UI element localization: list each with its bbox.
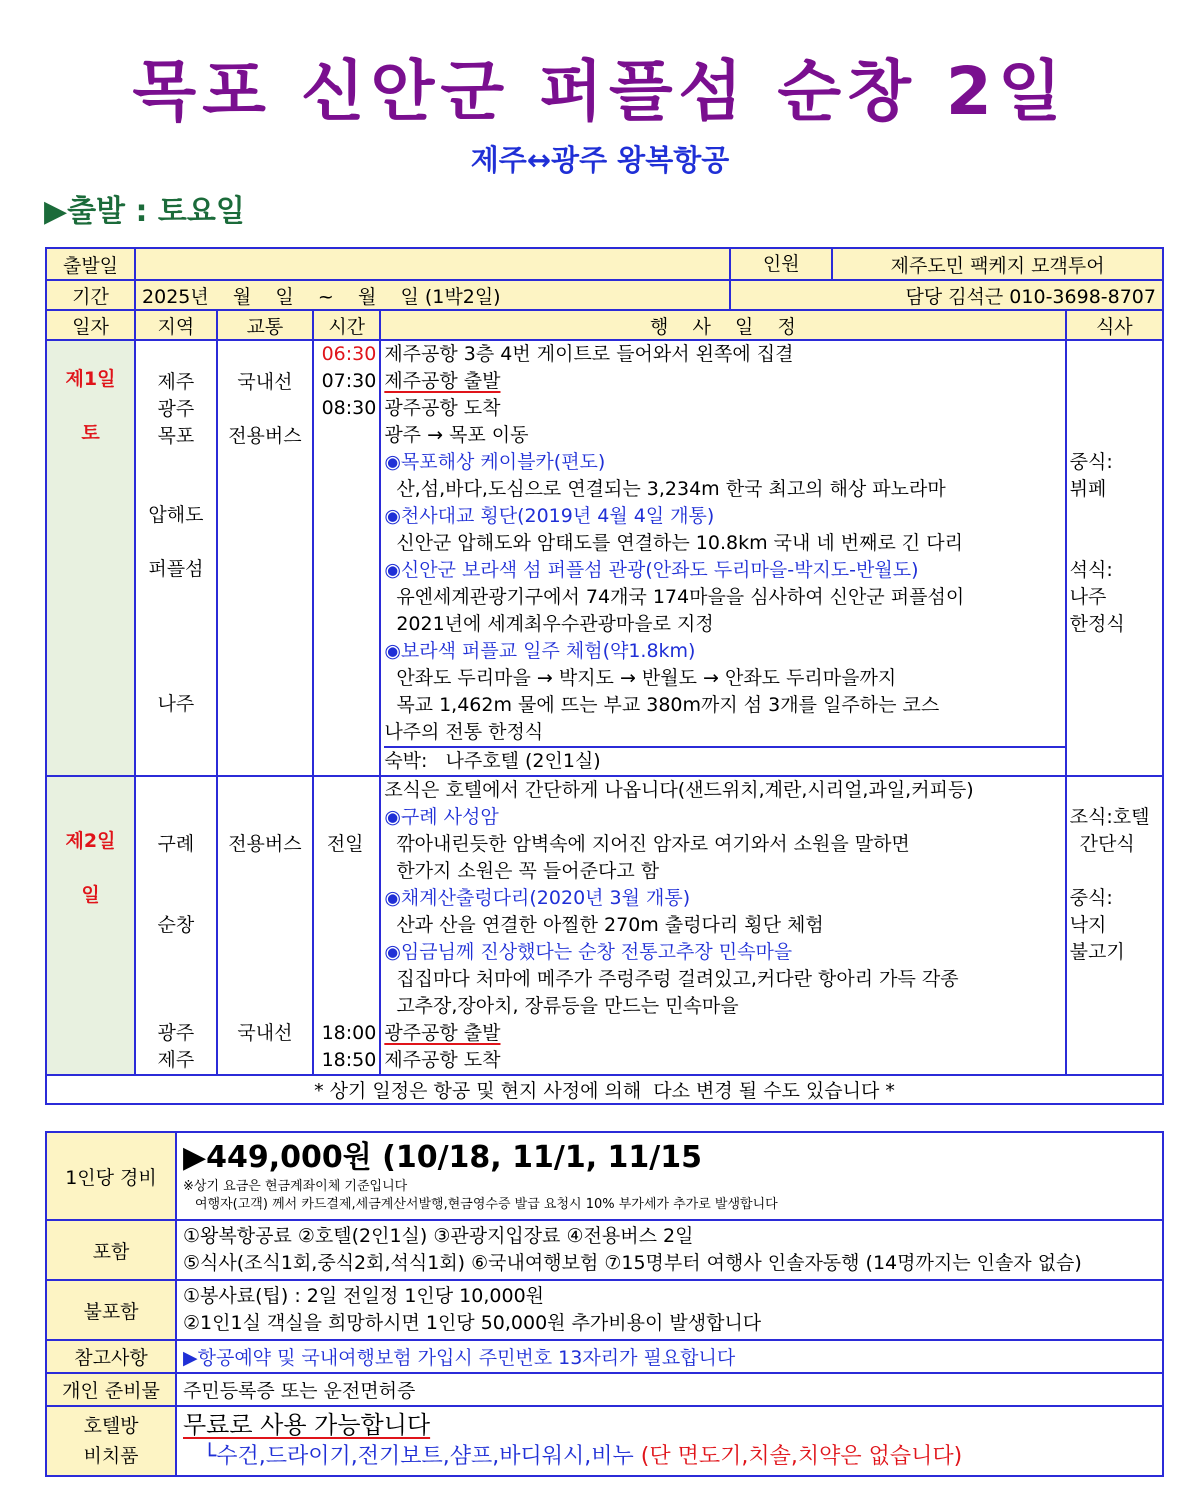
day1-weekday: 토 [81, 422, 100, 444]
col-day: 일자 [46, 310, 135, 340]
region: 광주 [157, 1022, 195, 1044]
period-value: 2025년 월 일 ~ 월 일 (1박2일) [135, 280, 730, 310]
schedule-line: 광주공항 출발 [384, 1022, 501, 1044]
day2-weekday: 일 [81, 884, 100, 906]
include-line: ①왕복항공료 ②호텔(2인1실) ③관광지입장료 ④전용버스 2일 [183, 1225, 694, 1247]
day1-regions [135, 340, 217, 776]
depart-date-field [135, 248, 730, 280]
day2-label: 제2일 [65, 830, 116, 852]
reference-label: 참고사항 [46, 1340, 176, 1373]
schedule-line: 제주공항 3층 4번 게이트로 들어와서 왼쪽에 집결 [384, 343, 794, 365]
schedule-highlight: ◉채계산출렁다리(2020년 3월 개통) [384, 887, 691, 909]
meal: 낙지 [1069, 914, 1107, 936]
amenity-row [46, 1406, 1163, 1476]
transport: 국내선 [237, 371, 293, 393]
period-label: 기간 [46, 280, 135, 310]
time: 18:00 [321, 1022, 377, 1044]
meal: 불고기 [1069, 941, 1125, 963]
info-table [45, 1131, 1164, 1477]
schedule-highlight: ◉구례 사성암 [384, 806, 499, 828]
schedule-line: 깎아내린듯한 암벽속에 지어진 암자로 여기와서 소원을 말하면 [396, 833, 910, 855]
region: 제주 [157, 371, 195, 393]
exclude-line: ①봉사료(팁) : 2일 전일정 1인당 10,000원 [183, 1285, 545, 1307]
amenity-label: 호텔방 [83, 1415, 139, 1437]
include-label: 포함 [46, 1220, 176, 1280]
reference-row [46, 1340, 1163, 1373]
day1-times [313, 340, 380, 776]
meal: 조식:호텔 [1069, 806, 1150, 828]
col-transport: 교통 [217, 310, 313, 340]
exclude-line: ②1인1실 객실을 희망하시면 1인당 50,000원 추가비용이 발생합니다 [183, 1312, 762, 1334]
schedule-line: 조식은 호텔에서 간단하게 나옵니다(샌드위치,계란,시리얼,과일,커피등) [384, 779, 974, 801]
day2-transport [217, 776, 313, 1075]
schedule-line: 목교 1,462m 물에 뜨는 부교 380m까지 섬 3개를 일주하는 코스 [396, 694, 940, 716]
day1-label: 제1일 [65, 368, 116, 390]
meal: 간단식 [1079, 833, 1135, 855]
departure-day: ▶출발 : 토요일 [44, 194, 245, 229]
schedule-line: 나주의 전통 한정식 [384, 721, 544, 743]
manager-contact: 담당 김석근 010-3698-8707 [730, 280, 1163, 310]
schedule-line: 광주공항 도착 [384, 397, 501, 419]
time: 06:30 [321, 343, 377, 365]
schedule-line: 한가지 소원은 꼭 들어준다고 함 [396, 860, 660, 882]
col-meal: 식사 [1066, 310, 1163, 340]
schedule-highlight: ◉임금님께 진상했다는 순창 전통고추장 민속마을 [384, 941, 793, 963]
day1-row [46, 340, 1163, 776]
region: 구례 [157, 833, 195, 855]
day2-meals [1066, 776, 1163, 1075]
region: 퍼플섬 [148, 558, 204, 580]
schedule-line: 제주공항 출발 [384, 370, 501, 392]
schedule-highlight: ◉목포해상 케이블카(편도) [384, 451, 606, 473]
meal: 뷔페 [1069, 478, 1107, 500]
region: 광주 [157, 398, 195, 420]
schedule-line: 2021년에 세계최우수관광마을로 지정 [396, 613, 714, 635]
schedule-line: 신안군 압해도와 암태도를 연결하는 10.8km 국내 네 번째로 긴 다리 [396, 532, 963, 554]
include-line: ⑤식사(조식1회,중식2회,석식1회) ⑥국내여행보험 ⑦15명부터 여행사 인솔자동행 (14명까지는 인솔자 없슴) [183, 1252, 1082, 1274]
schedule-notice: * 상기 일정은 항공 및 현지 사정에 의해 다소 변경 될 수도 있습니다 * [46, 1075, 1163, 1104]
cost-label: 1인당 경비 [46, 1132, 176, 1220]
people-label: 인원 [731, 249, 833, 279]
header-row-depart [46, 248, 1163, 280]
reference-value: ▶항공예약 및 국내여행보험 가입시 주민번호 13자리가 필요합니다 [176, 1340, 1163, 1373]
amenity-free: 무료로 사용 가능합니다 [183, 1411, 431, 1439]
amenity-exclusions: (단 면도기,치솔,치약은 없습니다) [633, 1444, 963, 1469]
time: 전일 [326, 833, 364, 855]
cost-note: 여행자(고객) 께서 카드결제,세금계산서발행,현금영수증 발급 요청시 10% 부가세가 추가로 발생합니다 [195, 1197, 778, 1212]
time: 07:30 [321, 370, 377, 392]
schedule-line: 안좌도 두리마을 → 박지도 → 반월도 → 안좌도 두리마을까지 [396, 667, 897, 689]
schedule-line: 산,섬,바다,도심으로 연결되는 3,234m 한국 최고의 해상 파노라마 [396, 478, 946, 500]
amenity-label: 비치품 [83, 1445, 139, 1467]
day2-times [313, 776, 380, 1075]
cost-row [46, 1132, 1163, 1220]
time: 08:30 [321, 397, 377, 419]
meal: 중식: [1069, 451, 1113, 473]
day2-schedule [380, 776, 1065, 1075]
meal: 한정식 [1069, 613, 1125, 635]
meal: 나주 [1069, 586, 1107, 608]
header-row-period [46, 280, 1163, 310]
day2-regions [135, 776, 217, 1075]
exclude-row [46, 1280, 1163, 1340]
cost-note: ※상기 요금은 현금계좌이체 기준입니다 [183, 1179, 408, 1194]
col-time: 시간 [313, 310, 380, 340]
transport: 전용버스 [228, 833, 302, 855]
schedule-line: 집집마다 처마에 메주가 주렁주렁 걸려있고,커다란 항아리 가득 각종 [396, 968, 959, 990]
transport: 국내선 [237, 1022, 293, 1044]
day1-cell [46, 340, 135, 776]
day1-transport [217, 340, 313, 776]
schedule-table [45, 247, 1164, 1105]
include-row [46, 1220, 1163, 1280]
transport: 전용버스 [228, 425, 302, 447]
schedule-line: 고추장,장아치, 장류등을 만드는 민속마을 [396, 995, 739, 1017]
lodging: 숙박: 나주호텔 (2인1실) [384, 746, 1064, 775]
schedule-line: 광주 → 목포 이동 [384, 424, 529, 446]
time: 18:50 [321, 1049, 377, 1071]
region: 순창 [157, 914, 195, 936]
schedule-highlight: ◉천사대교 횡단(2019년 4월 4일 개통) [384, 505, 715, 527]
region: 나주 [157, 693, 195, 715]
schedule-line: 산과 산을 연결한 아찔한 270m 출렁다리 횡단 체험 [396, 914, 824, 936]
region: 압해도 [148, 504, 204, 526]
depart-label: 출발일 [46, 248, 135, 280]
schedule-highlight: ◉보라색 퍼플교 일주 체험(약1.8km) [384, 640, 696, 662]
col-schedule: 행 사 일 정 [380, 310, 1065, 340]
exclude-label: 불포함 [46, 1280, 176, 1340]
meal: 중식: [1069, 887, 1113, 909]
col-region: 지역 [135, 310, 217, 340]
region: 목포 [157, 425, 195, 447]
prep-value: 주민등록증 또는 운전면허증 [176, 1373, 1163, 1406]
tour-name: 제주도민 팩케지 모객투어 [890, 254, 1105, 277]
meal: 석식: [1069, 559, 1113, 581]
prep-label: 개인 준비물 [46, 1373, 176, 1406]
prep-row [46, 1373, 1163, 1406]
schedule-highlight: ◉신안군 보라색 섬 퍼플섬 관광(안좌도 두리마을-박지도-반월도) [384, 559, 919, 581]
cost-price: ▶449,000원 (10/18, 11/1, 11/15 [183, 1140, 703, 1175]
day2-cell [46, 776, 135, 1075]
day1-schedule [380, 340, 1065, 776]
amenity-items: └수건,드라이기,전기보트,샴프,바디워시,비누 [203, 1444, 634, 1469]
header-row-columns [46, 310, 1163, 340]
day1-meals [1066, 340, 1163, 776]
page-title: 목포 신안군 퍼플섬 순창 2일 [132, 53, 1068, 130]
schedule-line: 제주공항 도착 [384, 1049, 501, 1071]
subtitle: 제주↔광주 왕복항공 [470, 143, 730, 177]
schedule-line: 유엔세계관광기구에서 74개국 174마을을 심사하여 신안군 퍼플섬이 [396, 586, 965, 608]
day2-row [46, 776, 1163, 1075]
region: 제주 [157, 1049, 195, 1071]
